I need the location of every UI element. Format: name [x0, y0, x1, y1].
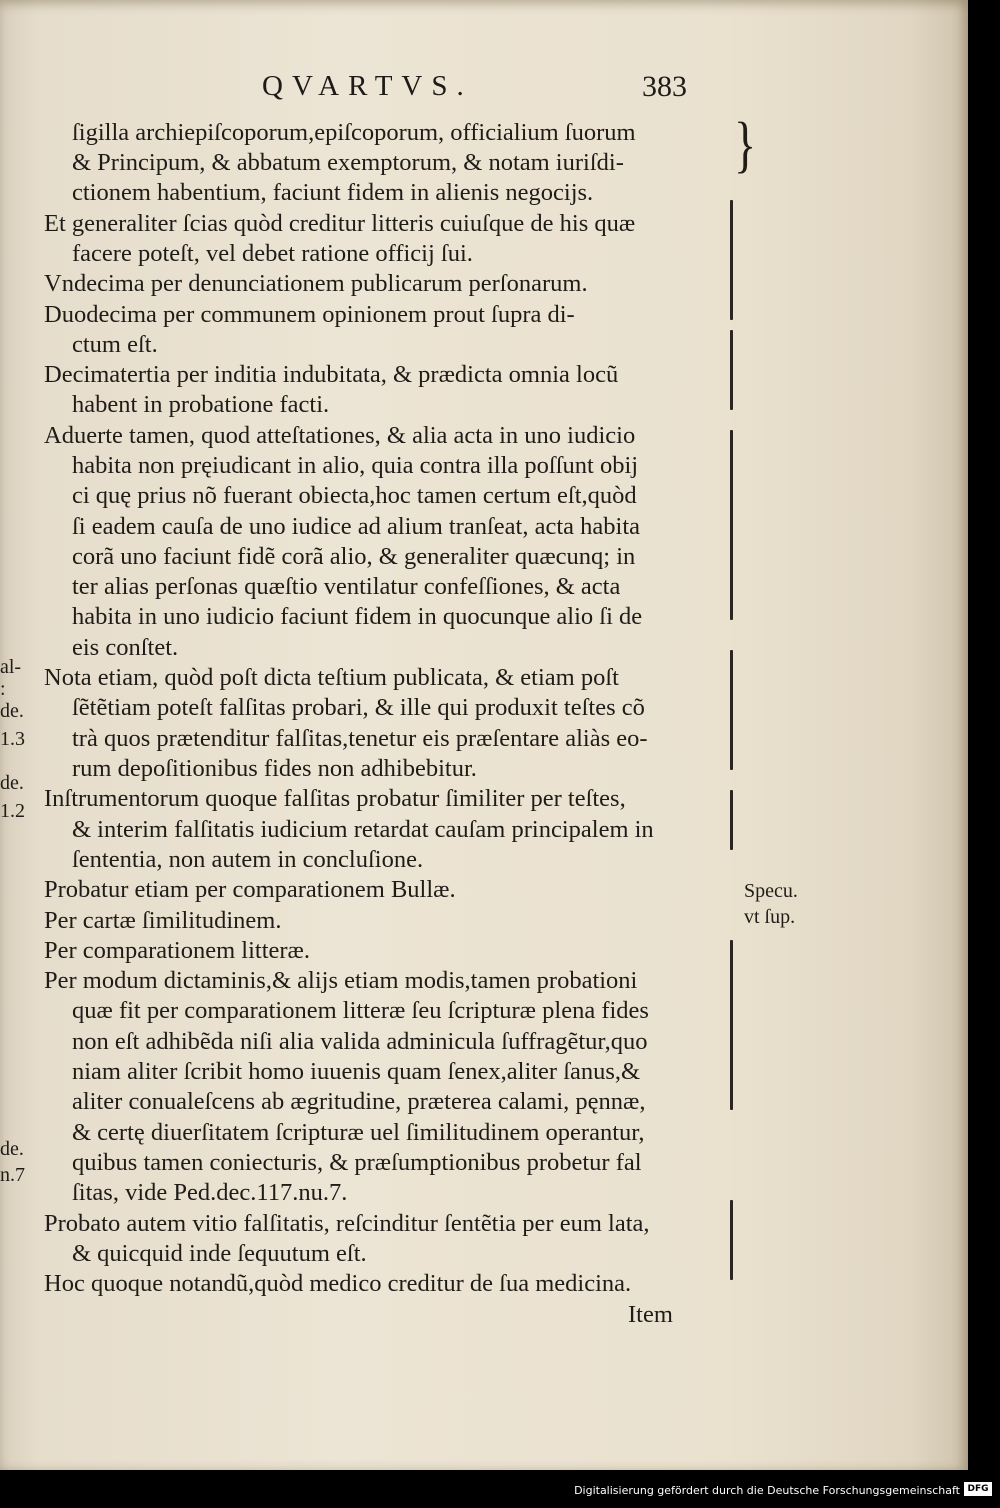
bracket-line [730, 430, 733, 620]
text-line: Aduerte tamen, quod atteſtationes, & alia acta in uno iudicio [44, 422, 636, 449]
text-line: aliter conualeſcens ab ægritudine, præterea calami, pęnnæ, [72, 1088, 646, 1115]
text-line: Et generaliter ſcias quòd creditur litteris cuiuſque de his quæ [44, 210, 636, 237]
text-line: habent in probatione facti. [72, 391, 330, 418]
text-line: Hoc quoque notandũ,quòd medico creditur de ſua medicina. [44, 1270, 632, 1297]
text-line: ſententia, non autem in concluſione. [72, 846, 424, 873]
text-line: eis conſtet. [72, 634, 179, 661]
text-line: ter alias perſonas quæſtio ventilatur confeſſiones, & acta [72, 573, 621, 600]
margin-note: 1.2 [0, 800, 25, 822]
bracket-line [730, 650, 733, 770]
margin-note: Specu. [744, 880, 798, 902]
text-line: corã uno faciunt fidẽ corã alio, & generaliter quæcunq; in [72, 543, 636, 570]
page-number: 383 [642, 70, 687, 103]
text-line: ſi eadem cauſa de uno iudice ad alium tranſeat, acta habita [72, 513, 640, 540]
text-line: ci quę prius nõ fuerant obiecta,hoc tamen certum eſt,quòd [72, 482, 637, 509]
text-line: rum depoſitionibus fides non adhibebitur. [72, 755, 477, 782]
catchword: Item [628, 1301, 673, 1328]
margin-note: de. [0, 772, 24, 794]
margin-note: 1.3 [0, 728, 25, 750]
text-line: quibus tamen coniecturis, & præſumptionibus probetur fal [72, 1149, 642, 1176]
text-line: & certę diuerſitatem ſcripturæ uel ſimilitudinem operantur, [72, 1119, 645, 1146]
dfg-logo-icon: DFG [964, 1482, 992, 1496]
text-line: ſẽtẽtiam poteſt falſitas probari, & ille qui produxit teſtes cõ [72, 694, 645, 721]
text-line: Probatur etiam per comparationem Bullæ. [44, 876, 456, 903]
text-line: trà quos prætenditur falſitas,tenetur eis præſentare aliàs eo- [72, 725, 648, 752]
text-line: ctionem habentium, faciunt fidem in alienis negocijs. [72, 179, 594, 206]
bracket-line [730, 1200, 733, 1280]
brace-mark: } [734, 109, 757, 179]
text-line: & interim falſitatis iudicium retardat cauſam principalem in [72, 816, 654, 843]
bracket-line [730, 200, 733, 320]
text-line: Probato autem vitio falſitatis, reſcinditur ſentẽtia per eum lata, [44, 1210, 650, 1237]
text-line: habita non pręiudicant in alio, quia contra illa poſſunt obij [72, 452, 639, 479]
text-line: Per comparationem litteræ. [44, 937, 311, 964]
text-line: Nota etiam, quòd poſt dicta teſtium publicata, & etiam poſt [44, 664, 619, 691]
footer-credit: Digitalisierung gefördert durch die Deutsche Forschungsgemeinschaft [574, 1484, 960, 1497]
bracket-line [730, 940, 733, 1110]
text-line: Vndecima per denunciationem publicarum perſonarum. [44, 270, 588, 297]
text-line: & Principum, & abbatum exemptorum, & notam iuriſdi- [72, 149, 624, 176]
margin-note: de. [0, 700, 24, 722]
footer-bar [0, 1470, 1000, 1508]
text-line: Per cartæ ſimilitudinem. [44, 907, 282, 934]
text-line: habita in uno iudicio faciunt fidem in quocunque alio ſi de [72, 603, 643, 630]
text-line: ſigilla archiepiſcoporum,epiſcoporum, officialium ſuorum [72, 119, 636, 146]
text-line: quæ fit per comparationem litteræ ſeu ſcripturæ plena fides [72, 997, 649, 1024]
text-line: ctum eſt. [72, 331, 158, 358]
bracket-line [730, 330, 733, 410]
running-head: QVARTVS. [262, 70, 473, 102]
text-line: Per modum dictaminis,& alijs etiam modis,tamen probationi [44, 967, 638, 994]
text-line: & quicquid inde ſequutum eſt. [72, 1240, 367, 1267]
text-line: Duodecima per communem opinionem prout ſupra di- [44, 301, 575, 328]
margin-note: al- [0, 656, 22, 678]
text-line: non eſt adhibẽda niſi alia valida adminicula ſuffragẽtur,quo [72, 1028, 648, 1055]
bracket-line [730, 790, 733, 850]
margin-note: n.7 [0, 1164, 25, 1186]
margin-note: vt ſup. [744, 906, 796, 928]
text-line: niam aliter ſcribit homo iuuenis quam ſenex,aliter ſanus,& [72, 1058, 641, 1085]
text-line: facere poteſt, vel debet ratione officij ſui. [72, 240, 473, 267]
margin-note: de. [0, 1138, 24, 1160]
text-line: Inſtrumentorum quoque falſitas probatur ſimiliter per teſtes, [44, 785, 626, 812]
text-line: ſitas, vide Ped.dec.117.nu.7. [72, 1179, 348, 1206]
margin-note: : [0, 678, 6, 700]
text-line: Decimatertia per inditia indubitata, & prædicta omnia locũ [44, 361, 619, 388]
